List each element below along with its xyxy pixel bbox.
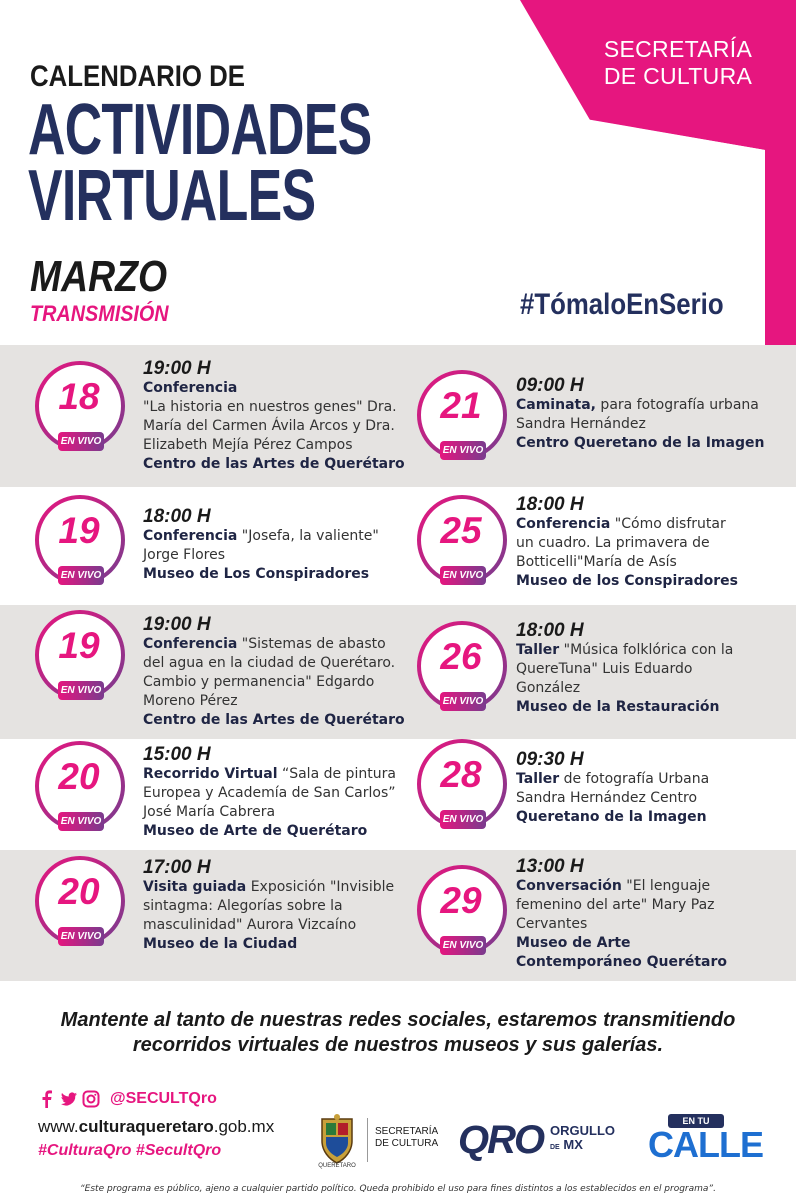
orgullo-de: DE	[550, 1144, 560, 1151]
event-time: 19:00 H	[143, 614, 211, 635]
qro-wordmark: QRO	[458, 1118, 544, 1162]
event-details	[143, 858, 408, 954]
date-badge	[34, 607, 130, 707]
live-badge: EN VIVO	[58, 927, 104, 946]
date-badge	[34, 738, 130, 838]
subtitle-label: TRANSMISIÓN	[30, 301, 169, 326]
event-description: "El lenguaje femenino del arte" Mary Paz Cervantes	[516, 878, 715, 932]
event-venue: Centro Queretano de la Imagen	[516, 435, 765, 451]
event-details	[143, 745, 411, 841]
event-description: "Música folklórica con la QuereTuna" Luis Eduardo González	[516, 642, 734, 696]
live-badge: EN VIVO	[440, 441, 486, 460]
social-note-line1: Mantente al tanto de nuestras redes sociales, estaremos transmitiendo	[60, 1009, 736, 1031]
event-day: 21	[440, 385, 482, 426]
event-venue: Queretano de la Imagen	[516, 809, 707, 825]
event-time: 18:00 H	[516, 494, 584, 515]
event-type: Caminata,	[516, 397, 596, 413]
event-description: “Sala de pintura Europea y Academía de San Carlos” José María Cabrera	[143, 766, 396, 820]
live-badge: EN VIVO	[58, 566, 104, 585]
instagram-icon[interactable]	[82, 1090, 100, 1108]
event-description: para fotografía urbana Sandra Hernández	[516, 397, 759, 432]
department-label: SECRETARÍA DE CULTURA	[603, 36, 753, 89]
event-venue: Centro de las Artes de Querétaro	[143, 712, 405, 728]
event-details	[143, 359, 408, 474]
event-venue: Museo de la Restauración	[516, 699, 720, 715]
event-time: 09:00 H	[516, 375, 584, 396]
orgullo-line1: ORGULLO	[550, 1123, 615, 1138]
live-badge: EN VIVO	[440, 566, 486, 585]
event-details	[516, 495, 744, 591]
event-type: Conferencia	[143, 380, 238, 396]
date-badge	[34, 853, 130, 953]
event-time: 15:00 H	[143, 744, 211, 765]
event-time: 09:30 H	[516, 749, 584, 770]
orgullo-line2: MX	[563, 1137, 583, 1152]
event-description: de fotografía Urbana Sandra Hernández Centro	[516, 771, 710, 806]
event-details	[143, 615, 408, 730]
website-link[interactable]	[38, 1117, 274, 1137]
event-details	[516, 750, 742, 827]
event-time: 19:00 H	[143, 358, 211, 379]
event-description: "Josefa, la valiente" Jorge Flores	[143, 528, 379, 563]
event-type: Conferencia	[516, 516, 611, 532]
live-badge: EN VIVO	[58, 681, 104, 700]
facebook-icon[interactable]	[38, 1090, 56, 1108]
title-line3: VIRTUALES	[28, 156, 316, 236]
event-venue: Museo de Arte Contemporáneo Querétaro	[516, 935, 728, 970]
event-details	[143, 507, 398, 584]
website-prefix: www.	[38, 1117, 79, 1136]
twitter-icon[interactable]	[60, 1090, 78, 1108]
event-day: 29	[440, 880, 482, 921]
event-type: Recorrido Virtual	[143, 766, 278, 782]
event-day: 20	[58, 756, 100, 797]
event-details	[516, 376, 776, 453]
queretaro-seal-logo	[312, 1113, 362, 1165]
campaign-hashtag: #TómaloEnSerio	[520, 288, 724, 321]
title-line2: ACTIVIDADES	[28, 90, 372, 170]
calle-wordmark: CALLE	[648, 1124, 763, 1165]
social-handle[interactable]: @SECULTQro	[110, 1090, 217, 1107]
calle-tag: EN TU	[668, 1114, 724, 1128]
event-type: Taller	[516, 771, 560, 787]
date-badge	[416, 367, 512, 467]
event-day: 19	[58, 625, 100, 666]
live-badge: EN VIVO	[440, 692, 486, 711]
social-note-line2: recorridos virtuales de nuestros museos y sus galerías.	[132, 1034, 664, 1056]
footer-hashtags: #CulturaQro #SecultQro	[38, 1142, 222, 1159]
event-description: "Cómo disfrutar un cuadro. La primavera de Botticelli"María de Asís	[516, 516, 726, 570]
date-badge	[34, 492, 130, 592]
date-badge	[416, 736, 512, 836]
event-time: 18:00 H	[516, 620, 584, 641]
event-description: Exposición "Invisible sintagma: Alegorías sobre la masculinidad" Aurora Vizcaíno	[143, 879, 395, 933]
queretaro-seal-label: QUERÉTARO	[318, 1163, 356, 1169]
date-badge	[416, 492, 512, 592]
live-badge: EN VIVO	[440, 936, 486, 955]
social-note	[0, 1008, 796, 1058]
event-type: Conversación	[516, 878, 622, 894]
title-line1: CALENDARIO DE	[30, 60, 246, 93]
event-type: Conferencia	[143, 528, 238, 544]
orgullo-wordmark	[550, 1124, 615, 1155]
event-details	[516, 621, 746, 717]
en-tu-calle-logo	[648, 1114, 763, 1168]
event-time: 13:00 H	[516, 856, 584, 877]
event-day: 19	[58, 510, 100, 551]
event-venue: Museo de la Ciudad	[143, 936, 298, 952]
event-time: 18:00 H	[143, 506, 211, 527]
date-badge	[34, 358, 130, 458]
live-badge: EN VIVO	[58, 432, 104, 451]
social-links	[38, 1090, 217, 1108]
date-badge	[416, 618, 512, 718]
live-badge: EN VIVO	[440, 810, 486, 829]
logo-divider	[367, 1118, 368, 1162]
event-day: 26	[440, 636, 482, 677]
event-type: Conferencia	[143, 636, 238, 652]
secretaria-cultura-logo: SECRETARÍA DE CULTURA	[375, 1126, 439, 1149]
event-details	[516, 857, 742, 972]
event-day: 28	[440, 754, 482, 795]
event-time: 17:00 H	[143, 857, 211, 878]
month-label: MARZO	[30, 252, 168, 301]
event-day: 20	[58, 871, 100, 912]
event-venue: Museo de los Conspiradores	[516, 573, 738, 589]
live-badge: EN VIVO	[58, 812, 104, 831]
legal-disclaimer: “Este programa es público, ajeno a cualquier partido político. Queda prohibido el uso para fines distintos a los establecidos en el programa”.	[80, 1184, 716, 1194]
event-type: Visita guiada	[143, 879, 247, 895]
event-venue: Museo de Arte de Querétaro	[143, 823, 368, 839]
event-description: "Sistemas de abasto del agua en la ciudad de Querétaro. Cambio y permanencia" Edgardo Moreno Pérez	[143, 636, 396, 709]
event-day: 25	[440, 510, 482, 551]
website-suffix: .gob.mx	[213, 1117, 275, 1136]
event-venue: Museo de Los Conspiradores	[143, 566, 370, 582]
event-type: Taller	[516, 642, 560, 658]
event-description: "La historia en nuestros genes" Dra. María del Carmen Ávila Arcos y Dra. Elizabeth Mejía Pérez Campos	[143, 399, 397, 453]
event-venue: Centro de las Artes de Querétaro	[143, 456, 405, 472]
website-domain: culturaqueretaro	[78, 1117, 214, 1136]
event-day: 18	[58, 376, 100, 417]
date-badge	[416, 862, 512, 962]
qro-orgullo-logo	[458, 1118, 628, 1162]
